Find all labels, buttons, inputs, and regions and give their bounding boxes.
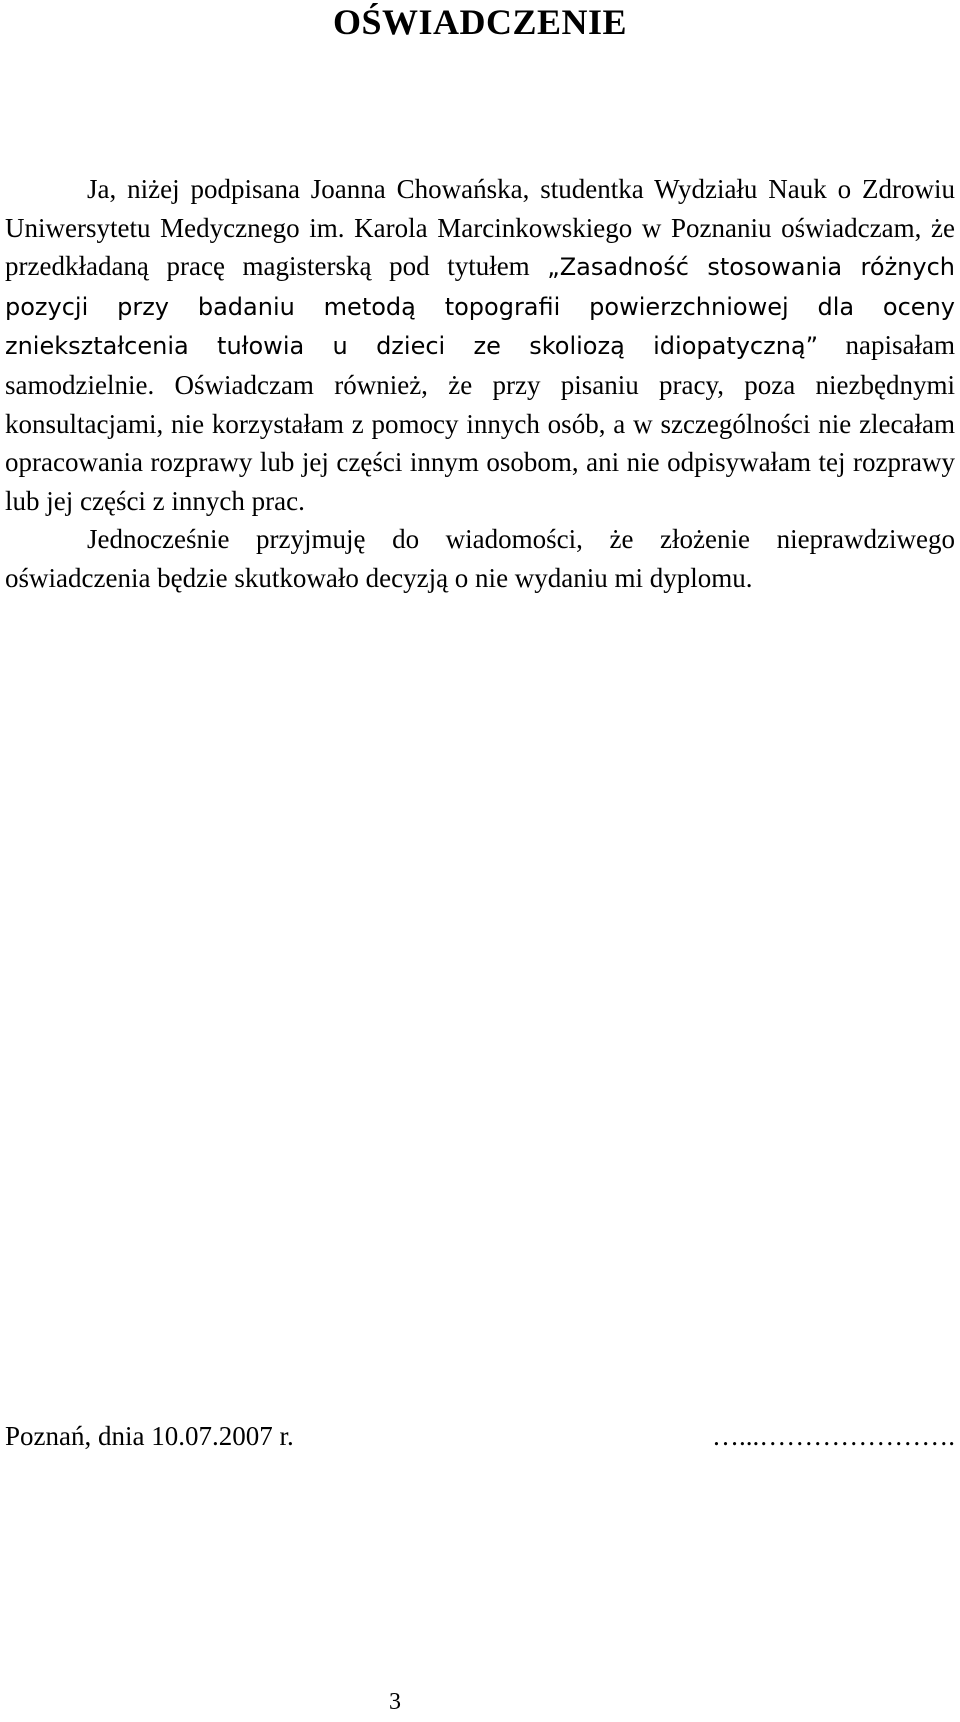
- statement-continuation-text: napisałam samodzielnie. Oświadczam również, że przy pisaniu pracy, poza niezbędnymi konsultacjami, nie korzystałam z pomocy innych osób, a w szczególności nie zlecałam opracowania rozprawy lub jej części innym osobom, ani nie odpisywałam tej rozprawy lub jej części z innych prac.: [5, 330, 955, 516]
- place-and-date: Poznań, dnia 10.07.2007 r.: [5, 1421, 294, 1451]
- thesis-title: „Zasadność stosowania różnych pozycji przy badaniu metodą topografii powierzchniowej dla oceny zniekształcenia tułowia u dzieci ze skoliozą idiopatyczną”: [5, 253, 955, 361]
- statement-body: [5, 170, 955, 598]
- statement-paragraph-1: [5, 170, 955, 520]
- page-number: 3: [389, 1689, 401, 1715]
- document-title: OŚWIADCZENIE: [332, 2, 628, 42]
- statement-intro-text: Ja, niżej podpisana Joanna Chowańska, studentka Wydziału Nauk o Zdrowiu Uniwersytetu Medycznego im. Karola Marcinkowskiego w Poznaniu oświadczam, że przedkładaną pracę magisterską pod tytułem: [5, 174, 955, 282]
- signature-line: …...………………….: [712, 1421, 955, 1451]
- statement-paragraph-2: Jednocześnie przyjmuję do wiadomości, że złożenie nieprawdziwego oświadczenia będzie skutkowało decyzją o nie wydaniu mi dyplomu.: [5, 524, 955, 593]
